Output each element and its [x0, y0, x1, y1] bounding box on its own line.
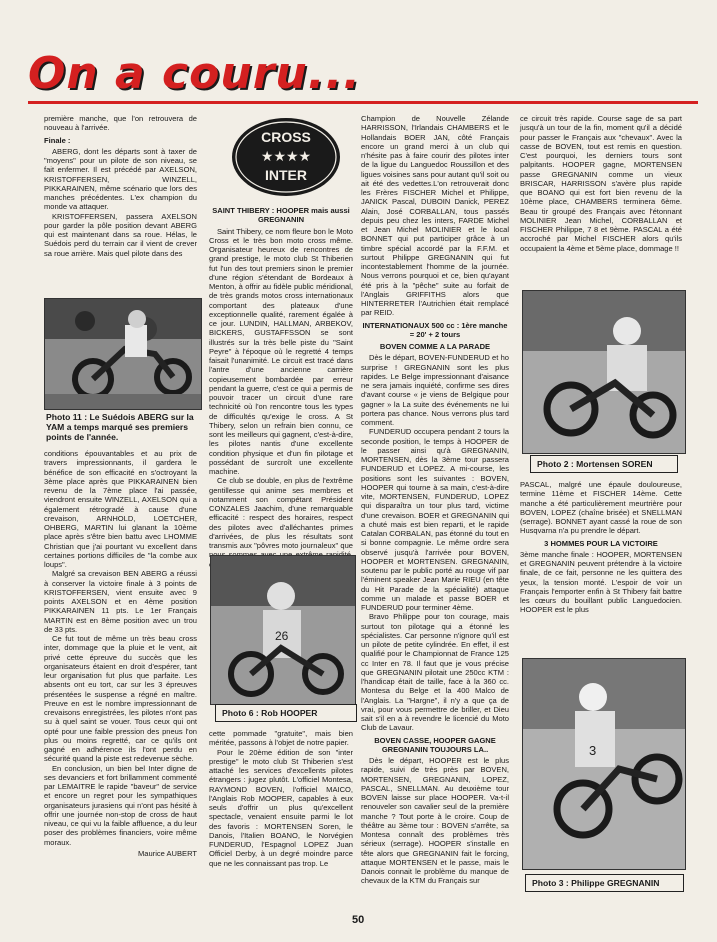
page-number: 50 — [352, 914, 365, 926]
section-heading-3-hommes: 3 HOMMES POUR LA VICTOIRE — [544, 538, 658, 548]
col2-para: cette pommade "gratuite", mais bien méritée, passons à l'objet de notre papier. — [209, 729, 353, 748]
photo-3-gregnanin — [522, 658, 686, 870]
col1-para: ABERG, dont les départs sont à taxer de "moyens" pour un pilote de son niveau, se fait enfermer. Il est précédé par AXELSON, KRISTOFFERSEN, WINZELL, PIKKARAINEN, même scénario que lors des manches précédentes. L'ex champion du monde va attaquer. — [44, 146, 197, 212]
photo-11-caption: Photo 11 : Le Suédois ABERG sur la YAM a temps marqué ses premiers points de l'année. — [46, 412, 202, 442]
col1-para: En conclusion, un bien bel Inter digne de ses devanciers et fort brillamment commenté par LEMAITRE le rapide "baveur" de service et encore un regret pour les sympathiques organisateurs jurasiens qui n'ont pas hésité à offrir une journée non-stop de cross de haut niveau, ce qui vu la faible affluence, a du leur poser des problèmes financiers, voire même moraux. — [44, 763, 197, 847]
photo-11-aberg — [44, 298, 202, 410]
article-column-2b — [209, 729, 353, 868]
svg-text:3: 3 — [589, 743, 597, 758]
page-headline: On a couru... — [28, 48, 361, 99]
section-heading-boven-parade: BOVEN COMME A LA PARADE — [379, 342, 491, 351]
author-signature: Maurice AUBERT — [138, 848, 197, 858]
col1-para: KRISTOFFERSEN, passera AXELSON pour garder la pôle position devant ABERG qui est maintenant dans sa roue. Hélas, le Suédois perd du terrain car il vient de crever sa roue arrière. Mais quel pilote dans des — [44, 211, 197, 258]
headline-underline — [28, 101, 698, 104]
section-heading-saint-thibery: SAINT THIBERY : HOOPER mais aussi GREGNANIN — [212, 206, 350, 225]
article-column-2 — [209, 203, 353, 569]
col3-para: Dès le départ, HOOPER est le plus rapide, suivi de très près par BOVEN, MORTENSEN, GREGNANIN, LOPEZ, PASCAL, SNELLMAN. Au deuxième tour BOVEN laisse sur place HOOPER. Va-t-il renouveler son cavalier seul de la première manche ? Tout porte à le croire. Coup de théâtre au 3ème tour : BOVEN s'arrête, sa Montesa connaît des problèmes très sérieux (serrage). HOOPER s'installe en tête alors que GREGNANIN fait le forcing, attaque MORTENSEN et le passe, mais le Danois connait le problème du manque de chevaux de la KTM du Français sur — [361, 756, 509, 886]
col1-para: Ce fut tout de même un très beau cross inter, dommage que la pluie et le vent, ait privé cette épreuve du succès que les organisateurs étaient en droit d'espérer, tant leur organisation fut plus que parfaite. Les absents ont eu tort, car sur les 3 épreuves présentées le suspense a régné en maître. Preuve en est le nombre impressionnant de crevaisons enregistrées, les pilotes n'ont pas su à quel saint se vouer. Tous ceux qui ont opté pour une faible pression des pneus l'on plus ou moins regretté, car ce qu'ils ont gagné en adhérence ils l'ont perdu en sécurité quand la piste est redevenue sèche. — [44, 634, 197, 764]
col4-para: ce circuit très rapide. Course sage de sa part jusqu'à un tour de la fin, moment qu'il a décidé pour passer le Français aux "chevaux". Avec la casse de BOVEN, tout est remis en question. C'est pourquoi, les derniers tours sont palpitants. HOOPER gagne, MORTENSEN passe GREGNANIN comme un vieux BRISCAR, HARRISSON s'avère plus rapide que BOANO qui est fort bien revenu de la 10ème place, CHAMBERS terminera 6ème. Beau tir groupé des Français avec l'étonnant MOLINIER Jean Michel, CORBALLAN et FISCHER Philippe, 7 8 et 9ème. PASCAL a été accroché par Michel FISCHER alors qu'ils occupaient la 4ème et 5ème place, dommage !! — [520, 114, 682, 253]
col3-para: Dès le départ, BOVEN-FUNDERUD et ho surprise ! GREGNANIN sont les plus rapides. Le Belge impressionnant d'aisance ne sera jamais inquiété, confirme ses dires d'avant course « je viens de Belgique pour gagner » la La suite des événements ne lui portera pas chance. Nous verrons plus tard comment. — [361, 353, 509, 427]
photo-2-caption: Photo 2 : Mortensen SOREN — [530, 455, 678, 473]
svg-text:26: 26 — [275, 629, 289, 643]
col4-para: PASCAL, malgré une épaule douloureuse, termine 11ème et FISCHER 14ème. Cette manche a été particulièrement meurtrière pour BOVEN, LOPEZ (chaîne brisée) et SNELLMAN (serrage). BONNET ayant cassé la roue de son Husqvarna n'a pu prendre le départ. — [520, 480, 682, 536]
col2-para: Ce club se double, en plus de l'extrême gentillesse qui anime ses membres et notamment son compétant Président CONZALES Jaachim, d'une remarquable efficacité : respect des horaires, respect des pilotes avec d'alléchantes primes d'arrivées, de plus les résultats sont transmis aux "pôvres moto journaleux" que — [209, 476, 353, 550]
col1-para: première manche, que l'on retrouvera de nouveau à l'arrivée. — [44, 114, 197, 133]
col2-para: Saint Thibery, ce nom fleure bon le Moto Cross et le très bon moto cross même. Organisateur heureux de rencontres de grand prestige, le moto club St Thiberien fut l'un des tout premiers sinon le premier d'une région s'étendant de Bordeaux à Menton, à offrir au fidèle public méridional, de très grands motos cross internationaux comportant des plateaux d'une exceptionnelle qualité, rarement égalée à ce jour. LUNDIN, HALLMAN, ARBEKOV, BICKERS, GUSTAFFSSON se sont illustrés sur la très belle piste du "Saint Peyre" à l'époque où le regretté 4 temps faisait l'unanimité. Le circuit est tracé dans l'antre d'une ancienne carrière copieusement bombardée par erreur pendant la guerre, c'est ce qui a permis de pouvoir tracer un circuit d'une rare technicité où l'on rencontre tous les types de difficultés qu'exige le cross. A St Thibery, selon un refrain bien connu, ce sont les meilleurs qui gagnent, c'est-à-dire, les pilotes nantis d'une excellente condition physique et d'un fin pilotage et possédant de surcroît une excellente machine. — [209, 226, 353, 476]
article-column-3 — [361, 114, 509, 886]
badge-stars: ★★★★ — [260, 149, 312, 165]
col1-para: Malgré sa crevaison BEN ABERG a réussi à conserver la victoire finale à 3 points de KRISTOFFERSEN, vient ensuite avec 9 points AXELSON et en 4ème position PIKKARAINEN 11 pts. Le 1er Français MARTIN est en 8ème position avec un trou de 33 pts. — [44, 569, 197, 634]
section-heading-finale: Finale : — [44, 135, 71, 145]
article-column-4 — [520, 114, 682, 253]
col3-para: Bravo Philippe pour ton courage, mais surtout ton pilotage qui a étonné les spécialistes. Car personne n'ignore qu'il est un pilote de petite cylindrée. En effet, il est qualifié pour le Championnat de France 125 cc Inter en 78. Il faut que je vous précise que GREGNANIN pilotait une 250cc KTM : l'handicap était de taille, face à la 360 cc. Montesa du Belge et la 400 Malco de l'Anglais. La "Hargne", il n'y a que ça de vrai, pour vous permettre de briller, et Dieu sait s'il en a à revendre le licencié du Moto Club de Lavaur. — [361, 612, 509, 733]
photo-6-hooper — [210, 555, 356, 705]
col3-para: FUNDERUD occupera pendant 2 tours la seconde position, le temps à HOOPER de le passer ainsi qu'à GREGNANIN, MORTENSEN, dès la 3ème tour passera FUNDERUD et LOPEZ. A mi-course, les positions sont les suivantes : BOVEN, HOOPER qui tourne à sa main, c'est-à-dire vite, MORTENSEN, FUNDERUD, LOPEZ qui disparaîtra un tour plus tard, victime d'une crevaison. BOER et GREGNANIN qui a chuté mais est bien reparti, et le rapide Catalan CORBALAN, pas étonné du tout en si bonne compagnie. Le même ordre sera observé jusqu'à l'arrivée pour BOVEN, HOOPER et MORTENSEN. GREGNANIN, soutenu par le public porté au rouge vif par l'éminent speaker Jean Marie RIEU (en tête du Hit Parade de la spécialité) attaque comme un malade et passe BOER et FUNDERUD pour terminer 4ème. — [361, 427, 509, 612]
article-column-1b — [44, 449, 197, 858]
col4-para: 3ème manche finale : HOOPER, MORTENSEN et GREGNANIN peuvent prétendre à la victoire finale, de ce fait, personne ne les quittera des yeux, la tension monté. L'espoir de voir un Français l'emporter enfin à St Thibery fait battre les cœurs du bouillant public Languedocien. HOOPER est le plus — [520, 549, 682, 615]
article-column-4b — [520, 480, 682, 615]
photo-6-caption: Photo 6 : Rob HOOPER — [215, 704, 357, 722]
col3-para: Champion de Nouvelle Zélande HARRISSON, l'Irlandais CHAMBERS et le Hollandais BOER JAN, côté Français encore un grand merci à un club qui n'hésite pas à faire courir des pilotes inter de la ligue du Languedoc Roussillon et des ligues voisines sans pour autant qu'il soit ou ait été des vedettes.L'on retrouverait donc les Frères FISCHER Michel et Philippe, JANICK Pascal, DUBOIN Danick, PEREZ Alain, José CORBALLAN, tous passés depuis peu chez les inters, FARDE Michel et Jean Michel MOLINIER et le local BONNET qui put participer grâce à un timbre spécial accordé par la F.F.M. et surtout Philippe GREGNANIN qui fut incontestablement l'homme de la journée. Nous verrons pourquoi et ce, bien qu'ayant été pris à la "pêche" suite au forfait de l'Anglais GRIFFITHS alors que HINTERRETER l'Autrichien était remplacé par REID. — [361, 114, 509, 318]
article-column-1 — [44, 114, 197, 258]
badge-line1: CROSS — [261, 129, 311, 145]
cross-inter-badge — [230, 116, 342, 198]
col2-para: Pour le 20ème édition de son "inter prestige" le moto club St Thiberien s'est attaché les services d'excellents pilotes étrangers : jugez plutôt. L'officiel Montesa, RAYMOND BOVEN, l'officiel MAICO, l'Anglais Rob MOOPER, capables à eux seuls d'offrir un plus qu'excellent spectacle, venaient ensuite parmi le lot des favoris : MORTENSEN Soren, le Danois, l'Italien BOANO, le Norvégien FUNDERUD, l'Espagnol LOPEZ Juan Officiel Derby, à un degré moindre parce que ne les connaissant pas trop. Le — [209, 747, 353, 868]
photo-2-mortensen — [522, 290, 686, 454]
col1-para: conditions épouvantables et au prix de travers impressionnants, il gardera le bénéfice de son efficacité en s'octroyant la 3ème place après que PIKKARAINEN bien revenu de la 7ème place l'ai passée, viendront ensuite WINZELL, AXELSON qui a également rétrogradé à cause d'une crevaison, ARNHOLD, LOETCHER, OHBERG, MARTIN lui glanant la 10ème place après s'être bien battu avec LHOMME Christian que j'ai pourtant vu excellent dans certaines portions difficiles de "la combe aux loups". — [44, 449, 197, 569]
section-heading-boven-casse: BOVEN CASSE, HOOPER GAGNE GREGNANIN TOUJOURS LA.. — [374, 735, 496, 754]
section-heading-internationaux: INTERNATIONAUX 500 cc : 1ère manche = 20' + 2 tours — [362, 320, 508, 339]
badge-line2: INTER — [265, 167, 307, 183]
photo-3-caption: Photo 3 : Philippe GREGNANIN — [525, 874, 684, 892]
